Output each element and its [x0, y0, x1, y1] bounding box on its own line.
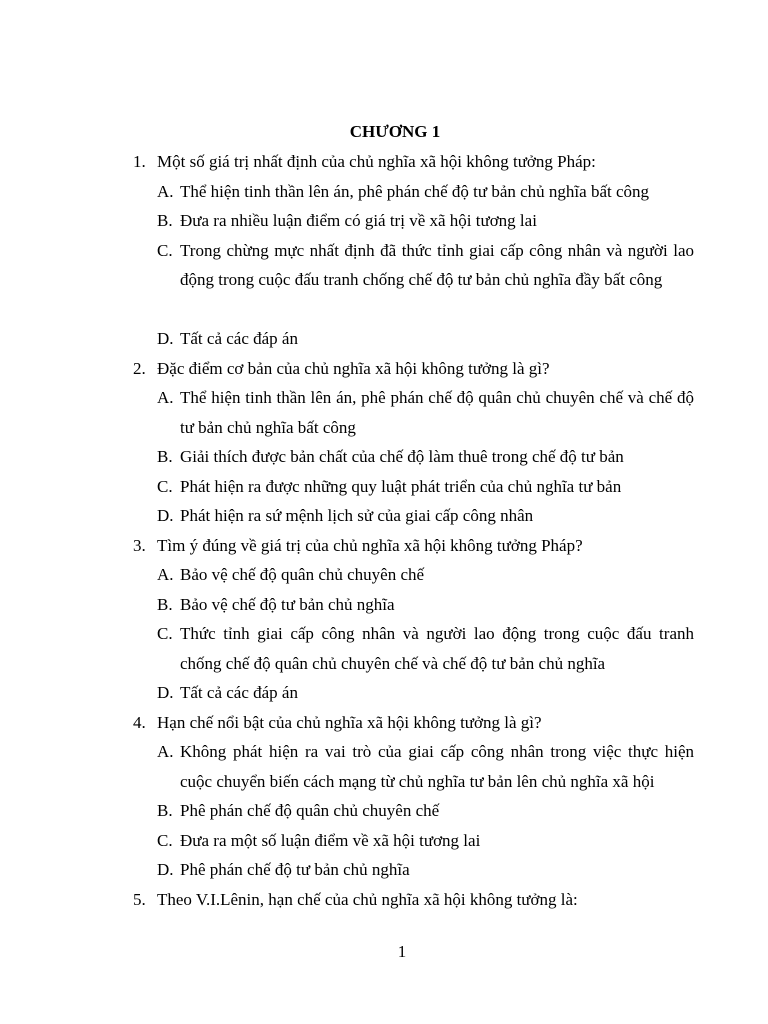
option-letter: C.: [157, 830, 173, 850]
question-text: Hạn chế nổi bật của chủ nghĩa xã hội không tưởng là gì?: [157, 712, 542, 732]
option-text: Thể hiện tinh thần lên án, phê phán chế độ quân chủ chuyên chế và chế độ tư bản chủ nghĩa bất công: [180, 388, 694, 437]
option-letter: A.: [157, 388, 174, 407]
question-1: [0, 147, 768, 354]
option-letter: A.: [157, 565, 174, 584]
question-number: 1.: [133, 152, 146, 171]
question-number: 3.: [133, 535, 146, 555]
option-letter: B.: [157, 594, 173, 614]
option-text: Thức tỉnh giai cấp công nhân và người lao động trong cuộc đấu tranh chống chế độ quân chủ chuyên chế và chế độ tư bản chủ nghĩa: [180, 624, 694, 673]
option-text: Giải thích được bản chất của chế độ làm thuê trong chế độ tư bản: [180, 447, 624, 466]
option-a: [0, 560, 768, 590]
option-letter: D.: [157, 506, 174, 525]
option-a: [0, 177, 768, 207]
option-text: Bảo vệ chế độ quân chủ chuyên chế: [180, 565, 425, 584]
question-5: [0, 885, 768, 915]
option-d: [0, 678, 768, 708]
question-4: [0, 708, 768, 885]
option-text: Phê phán chế độ quân chủ chuyên chế: [180, 801, 440, 820]
option-d: [0, 855, 768, 885]
option-a: [0, 737, 768, 796]
option-text: Phê phán chế độ tư bản chủ nghĩa: [180, 860, 410, 879]
option-b: [0, 796, 768, 826]
option-text: Tất cả các đáp án: [180, 329, 298, 348]
option-b: [0, 206, 768, 236]
option-d: [0, 501, 768, 531]
question-number: 4.: [133, 712, 146, 732]
option-letter: B.: [157, 211, 173, 230]
option-text: Trong chừng mực nhất định đã thức tỉnh giai cấp công nhân và người lao động trong cuộc đấu tranh chống chế độ tư bản chủ nghĩa đầy bất công: [180, 240, 694, 289]
question-3: [0, 531, 768, 708]
option-letter: C.: [157, 240, 173, 260]
question-2: [0, 354, 768, 531]
question-text: Theo V.I.Lênin, hạn chế của chủ nghĩa xã hội không tưởng là:: [157, 889, 578, 909]
question-number: 5.: [133, 889, 146, 909]
question-text: Tìm ý đúng về giá trị của chủ nghĩa xã hội không tưởng Pháp?: [157, 535, 583, 555]
page-number: 1: [397, 942, 407, 961]
option-b: [0, 442, 768, 472]
question-number: 2.: [133, 358, 146, 378]
option-text: Đưa ra một số luận điểm về xã hội tương lai: [180, 830, 481, 850]
option-letter: C.: [157, 476, 173, 496]
option-letter: B.: [157, 447, 173, 466]
option-letter: C.: [157, 624, 173, 643]
option-letter: A.: [157, 742, 174, 761]
option-d: [0, 324, 768, 354]
option-c: [0, 472, 768, 502]
option-text: Thể hiện tinh thần lên án, phê phán chế độ tư bản chủ nghĩa bất công: [180, 181, 650, 201]
option-letter: D.: [157, 683, 174, 702]
chapter-title: CHƯƠNG 1: [349, 122, 441, 141]
question-list: [0, 147, 768, 914]
option-text: Tất cả các đáp án: [180, 683, 298, 702]
option-text: Phát hiện ra sứ mệnh lịch sử của giai cấp công nhân: [180, 506, 534, 525]
question-text: Một số giá trị nhất định của chủ nghĩa xã hội không tưởng Pháp:: [157, 152, 596, 171]
option-text: Phát hiện ra được những quy luật phát triển của chủ nghĩa tư bản: [180, 476, 622, 496]
option-c: [0, 619, 768, 678]
option-text: Bảo vệ chế độ tư bản chủ nghĩa: [180, 594, 395, 614]
option-text: Đưa ra nhiều luận điểm có giá trị về xã hội tương lai: [180, 211, 537, 230]
option-letter: B.: [157, 801, 173, 820]
option-c: [0, 236, 768, 325]
question-text: Đặc điểm cơ bản của chủ nghĩa xã hội không tưởng là gì?: [157, 358, 550, 378]
option-a: [0, 383, 768, 442]
option-letter: D.: [157, 329, 174, 348]
option-text: Không phát hiện ra vai trò của giai cấp công nhân trong việc thực hiện cuộc chuyển biến cách mạng từ chủ nghĩa tư bản lên chủ nghĩa xã hội: [180, 742, 694, 791]
option-b: [0, 590, 768, 620]
option-letter: A.: [157, 181, 174, 201]
option-letter: D.: [157, 860, 174, 879]
option-c: [0, 826, 768, 856]
